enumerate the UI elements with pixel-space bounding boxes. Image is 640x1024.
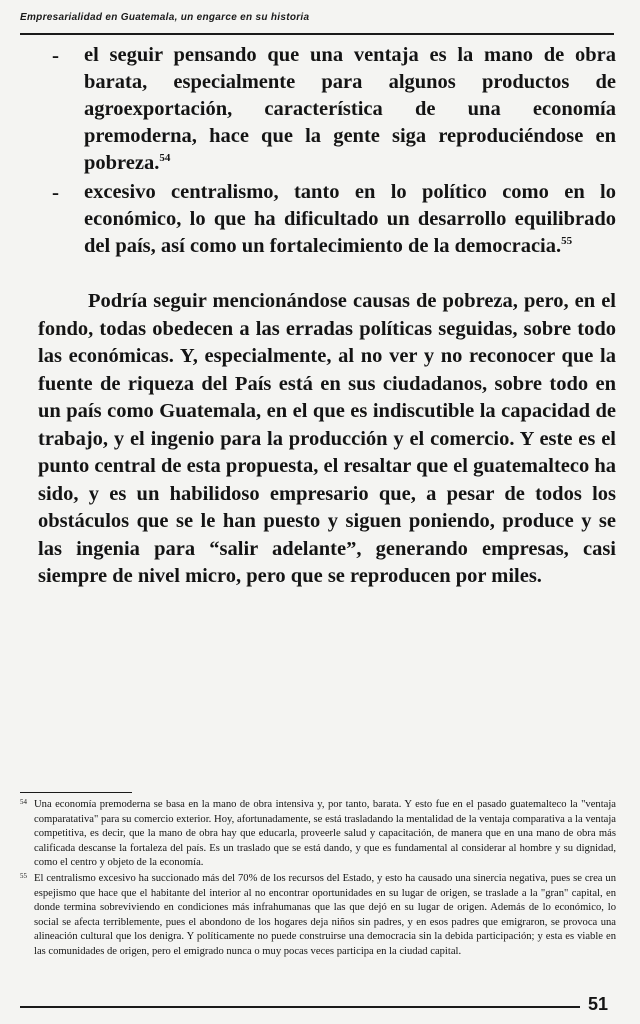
bullet-text [84, 42, 616, 177]
header-rule [20, 33, 614, 35]
footnote-rule [20, 792, 132, 793]
footnote-ref-55[interactable]: 55 [561, 235, 573, 248]
footnote-text: El centralismo excesivo ha succionado más del 70% de los recursos del Estado, y esto ha causado una sinercia negativa, pues se crea un espejismo que hace que el habitante del interior al no encontrar oportunidades en su lugar de origen, se traslade a la "gran" capital, en donde termina sobreviviendo en condiciones más infrahumanas que las que dejó en su lugar de origen. Además de lo económico, lo social se afecta terriblemente, pues el abondono de los hogares deja niños sin padres, y en esos padres que emigraron, se provoca una alineación cultural que los denigra. Y políticamente no puede construirse una democracia sin la debida participación; y esta es viable en las comunidades de origen, pero el emigrado nunca o muy pocas veces participa en la ciudad capital. [34, 872, 616, 957]
bullet-list [38, 42, 616, 262]
bullet-item-2 [38, 179, 616, 260]
bullet-dash: - [52, 180, 59, 204]
bullet-text [84, 179, 616, 260]
bullet-text-content: excesivo centralismo, tanto en lo político como en lo económico, lo que ha dificultado un desarrollo equilibrado del país, así como un fortalecimiento de la democracia. [84, 181, 616, 257]
footnote-ref-54[interactable]: 54 [159, 152, 171, 165]
bullet-dash: - [52, 43, 59, 67]
footnote-55 [20, 872, 616, 960]
page-number: 51 [588, 994, 609, 1014]
bottom-rule [20, 1006, 580, 1008]
footnotes [20, 798, 616, 961]
footnote-number: 54 [20, 798, 27, 806]
footnote-text: Una economía premoderna se basa en la mano de obra intensiva y, por tanto, barata. Y esto fue en el pasado guatemalteco la "ventaja comparatativa" para su comercio exterior. Hoy, afortunadamente, se está trasladando la mentalidad de la ventaja comparativa a la ventaja competitiva, es decir, que la mano de obra hay que educarla, proveerle salud y capacitación, de manera que en una mano de obra más calificada descanse la fortaleza del país. Es un traslado que se está dando, y que es fundamental al considerar al hombre y su dignidad, como el centro y objeto de la economía. [34, 799, 616, 869]
bullet-item-1 [38, 42, 616, 177]
body-paragraph: Podría seguir mencionándose causas de pobreza, pero, en el fondo, todas obedecen a las erradas políticas seguidas, sobre todo las económicas. Y, especialmente, al no ver y no reconocer que la fuente de riqueza del País está en sus ciudadanos, sobre todo en un país como Guatemala, en el que es indiscutible la capacidad de trabajo, y el ingenio para la producción y el comercio. Y este es el punto central de esta propuesta, el resaltar que el guatemalteco ha sido, y es un habilidoso empresario que, a pesar de todos los obstáculos que se le han puesto y siguen poniendo, produce y se las ingenia para “salir adelante”, generando empresas, casi siempre de nivel micro, pero que se reproducen por miles. [38, 290, 616, 587]
footnote-54 [20, 798, 616, 871]
running-header: Empresarialidad en Guatemala, un engarce en su historia [20, 12, 310, 23]
footnote-number: 55 [20, 871, 27, 880]
bullet-text-content: el seguir pensando que una ventaja es la mano de obra barata, especialmente para algunos productos de agroexportación, característica de una economía premoderna, hace que la gente siga reproduciéndose en pobreza. [84, 44, 616, 174]
